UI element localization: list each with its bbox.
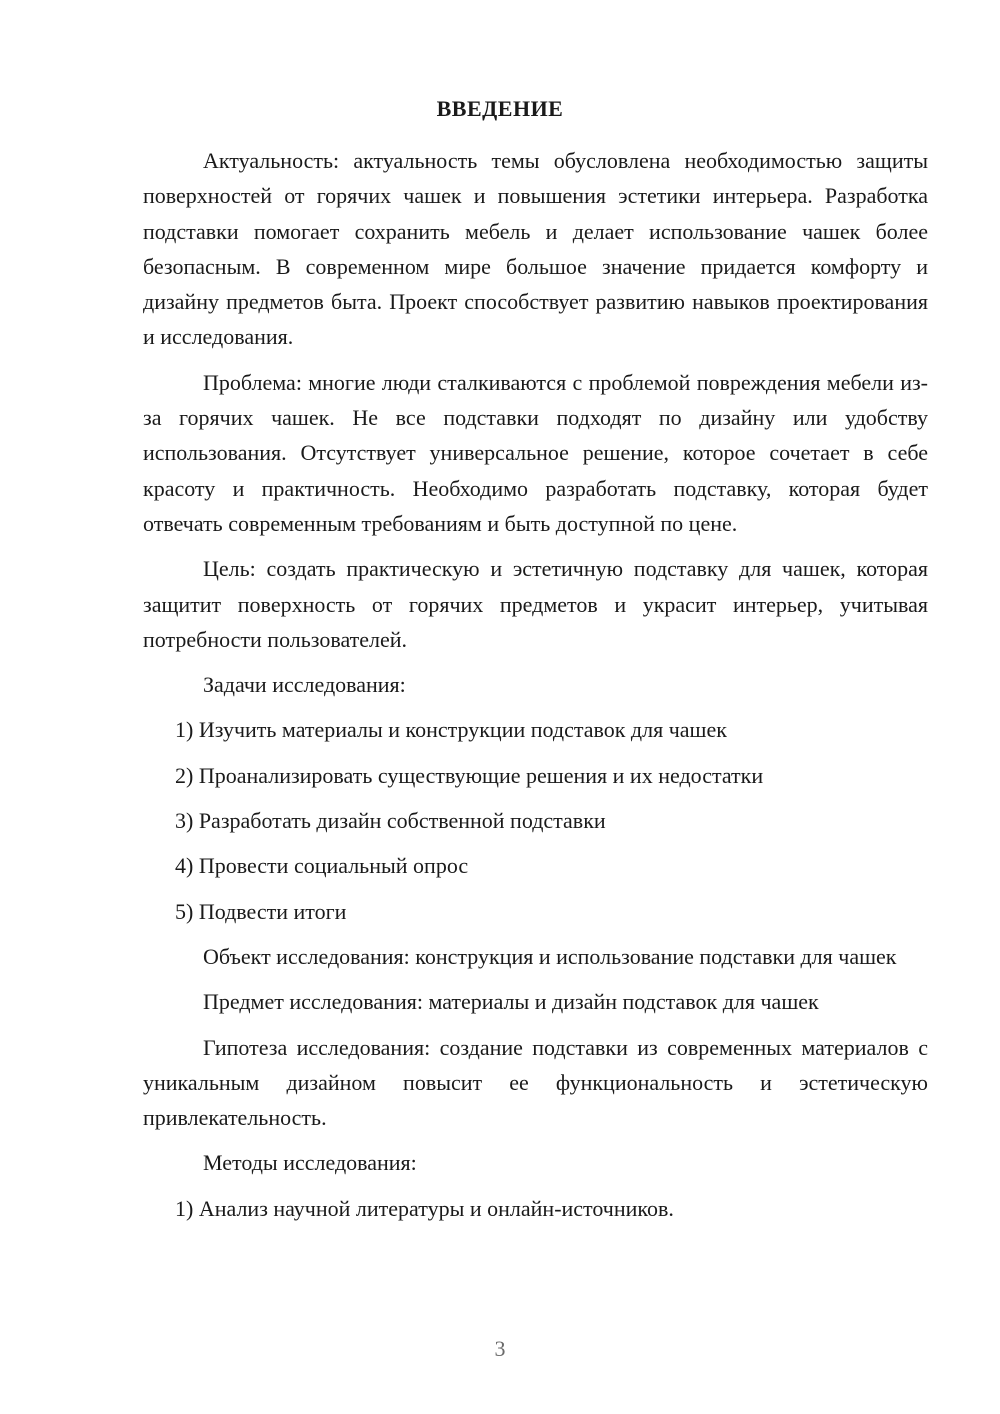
document-body	[143, 143, 928, 1236]
task-item: 2) Проанализировать существующие решения и их недостатки	[175, 762, 764, 788]
task-item: 5) Подвести итоги	[175, 898, 347, 924]
method-item: 1) Анализ научной литературы и онлайн-источников.	[175, 1195, 674, 1221]
page-title: ВВЕДЕНИЕ	[436, 96, 564, 121]
object-paragraph: Объект исследования: конструкция и использование подставки для чашек	[203, 943, 897, 969]
goal-paragraph: Цель: создать практическую и эстетичную подставку для чашек, которая защитит поверхность от горячих предметов и украсит интерьер, учитывая потребности пользователей.	[143, 556, 928, 652]
task-item: 1) Изучить материалы и конструкции подставок для чашек	[175, 717, 727, 743]
task-item: 3) Разработать дизайн собственной подставки	[175, 808, 606, 834]
task-item: 4) Провести социальный опрос	[175, 853, 469, 879]
problem-paragraph: Проблема: многие люди сталкиваются с проблемой повреждения мебели из-за горячих чашек. Не все подставки подходят по дизайну или удобству использования. Отсутствует универсальное решение, которое сочетает в себе красоту и практичность. Необходимо разработать подставку, которая будет отвечать современным требованиям и быть доступной по цене.	[143, 369, 928, 536]
relevance-paragraph: Актуальность: актуальность темы обусловлена необходимостью защиты поверхностей от горячих чашек и повышения эстетики интерьера. Разработка подставки помогает сохранить мебель и делает использование чашек более безопасным. В современном мире большое значение придается комфорту и дизайну предметов быта. Проект способствует развитию навыков проектирования и исследования.	[143, 148, 928, 350]
subject-paragraph: Предмет исследования: материалы и дизайн подставок для чашек	[203, 989, 819, 1015]
tasks-heading: Задачи исследования:	[203, 672, 406, 698]
hypothesis-paragraph: Гипотеза исследования: создание подставки из современных материалов с уникальным дизайном повысит ее функциональность и эстетическую привлекательность.	[143, 1034, 928, 1131]
methods-heading: Методы исследования:	[203, 1150, 417, 1176]
page-number: 3	[494, 1336, 506, 1361]
